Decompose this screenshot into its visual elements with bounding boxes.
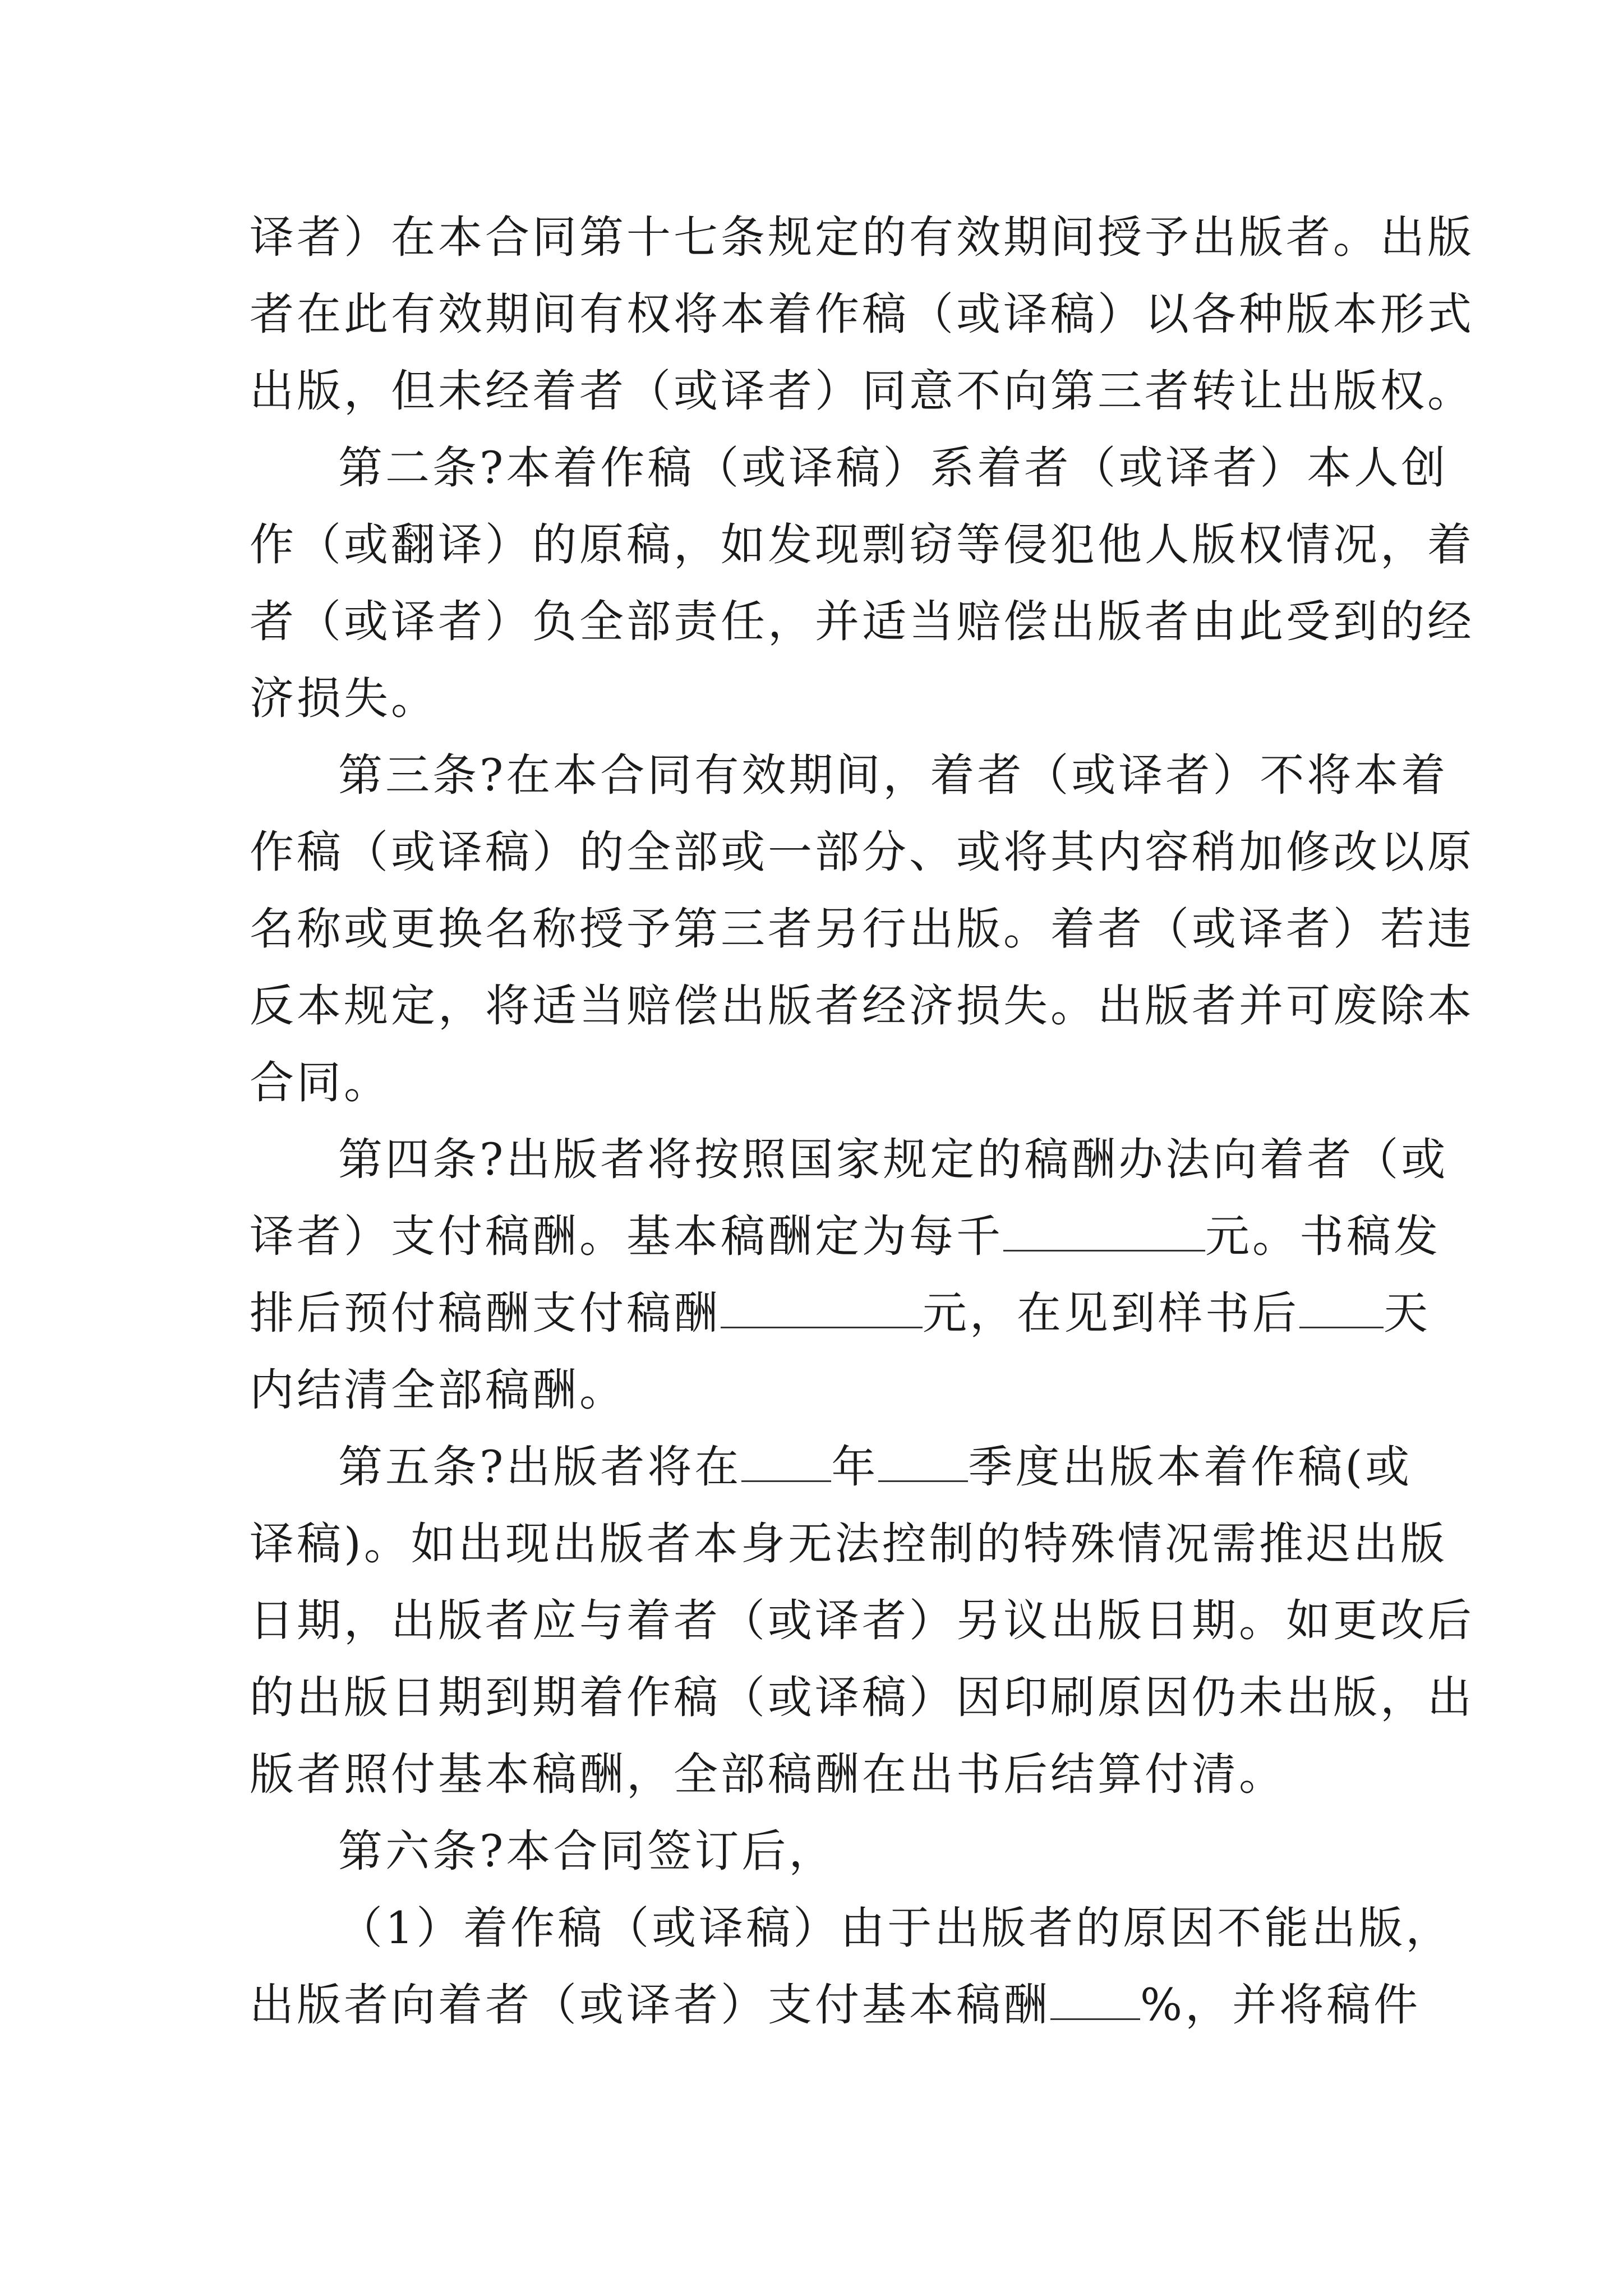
text-line: 合同。 [250,1057,391,1108]
text-line: 内结清全部稿酬。 [250,1364,626,1416]
fill-in-blank-percent[interactable] [1050,1979,1140,2020]
text-line: 者（或译者）负全部责任，并适当赔偿出版者由此受到的经 [250,596,1474,647]
fill-in-blank-quarter[interactable] [878,1441,968,1482]
article-4-start: 第四条?出版者将按照国家规定的稿酬办法向着者（或 [338,1134,1449,1185]
text-line: 版者照付基本稿酬，全部稿酬在出书后结算付清。 [250,1749,1286,1800]
text-line: 出版，但未经着者（或译者）同意不向第三者转让出版权。 [250,365,1474,417]
text-line: 济损失。 [250,673,438,724]
text-line: 作稿（或译稿）的全部或一部分、或将其内容稍加修改以原 [250,826,1474,878]
text-line: 作（或翻译）的原稿，如发现剽窃等侵犯他人版权情况，着 [250,519,1474,570]
article-6-start: 第六条?本合同签订后， [338,1825,836,1877]
article-6-item-1: （1）着作稿（或译稿）由于出版者的原因不能出版， [338,1902,1453,1954]
text-line: 名称或更换名称授予第三者另行出版。着者（或译者）若违 [250,903,1474,955]
text-line: 译者）在本合同第十七条规定的有效期间授予出版者。出版 [250,211,1474,263]
fill-in-blank-prepay[interactable] [721,1287,923,1328]
text-line: 日期，出版者应与着者（或译者）另议出版日期。如更改后 [250,1595,1474,1646]
fill-in-blank-days[interactable] [1299,1287,1384,1328]
text-line: 反本规定，将适当赔偿出版者经济损失。出版者并可废除本 [250,980,1474,1032]
article-4-line-2: 译者）支付稿酬。基本稿酬定为每千 元。书稿发 [250,1211,1441,1262]
article-5-start: 第五条?出版者将在 年 季度出版本着作稿(或 [338,1441,1413,1493]
text-line: 译稿)。如出现出版者本身无法控制的特殊情况需推迟出版 [250,1518,1447,1570]
contract-body [250,199,1474,2044]
article-6-line-3: 出版者向着者（或译者）支付基本稿酬 %，并将稿件 [250,1979,1421,2031]
article-2-start: 第二条?本着作稿（或译稿）系着者（或译者）本人创 [338,442,1449,494]
fill-in-blank-rate[interactable] [1003,1211,1205,1251]
fill-in-blank-year[interactable] [741,1441,831,1482]
article-4-line-3: 排后预付稿酬支付稿酬 元，在见到样书后 天 [250,1287,1431,1339]
article-3-start: 第三条?在本合同有效期间，着者（或译者）不将本着 [338,749,1449,801]
text-line: 者在此有效期间有权将本着作稿（或译稿）以各种版本形式 [250,288,1474,340]
text-line: 的出版日期到期着作稿（或译稿）因印刷原因仍未出版，出 [250,1672,1474,1723]
